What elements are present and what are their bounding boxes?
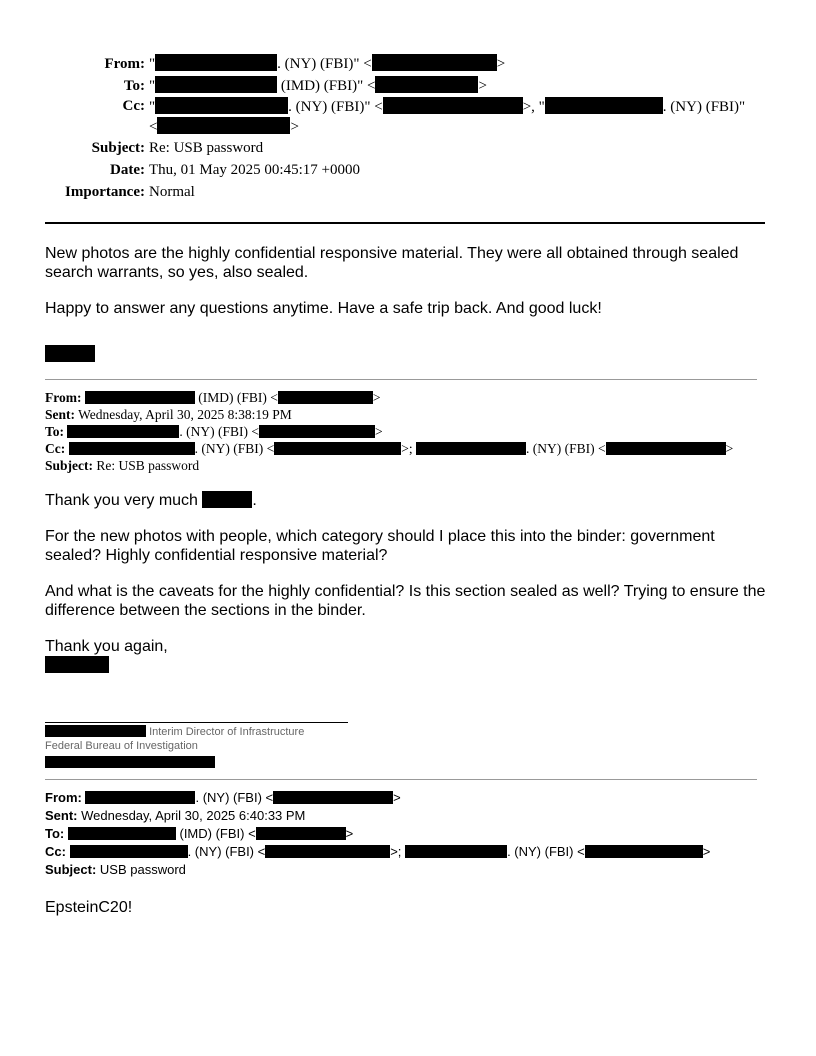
- from-label: From:: [104, 56, 145, 72]
- quoted2-sent-label: Sent:: [45, 808, 78, 823]
- quoted-cc-label: Cc:: [45, 441, 66, 456]
- quoted-header-2: [45, 789, 765, 879]
- quoted2-sent-row: [45, 807, 765, 825]
- body-paragraph: Happy to answer any questions anytime. Have a safe trip back. And good luck!: [45, 300, 602, 317]
- redaction: [155, 97, 288, 114]
- redaction: [85, 391, 195, 404]
- quoted2-from-row: From: . (NY) (FBI) < >: [45, 790, 401, 805]
- date-row: [40, 159, 780, 181]
- header-divider: [45, 222, 765, 224]
- body-paragraph: Thank you again,: [45, 638, 168, 655]
- from-value: . (NY) (FBI)" <: [277, 56, 372, 72]
- redaction: [372, 54, 497, 71]
- signature-org: Federal Bureau of Investigation: [45, 740, 198, 752]
- redaction: [256, 827, 346, 840]
- redaction: [274, 442, 401, 455]
- quote-divider: [45, 779, 757, 780]
- redaction: [45, 725, 146, 737]
- redaction: [45, 756, 215, 768]
- redaction: [155, 76, 277, 93]
- body-paragraph: For the new photos with people, which category should I place this into the binder: government sealed? Highly confidential responsive material?: [45, 528, 715, 564]
- redaction: [69, 442, 195, 455]
- thank-you-text: Thank you very much: [45, 492, 198, 509]
- quoted2-sent-value: Wednesday, April 30, 2025 6:40:33 PM: [77, 808, 306, 823]
- redaction: [202, 491, 252, 508]
- cc-label: Cc:: [122, 98, 145, 114]
- quoted2-to-value: (IMD) (FBI) <: [175, 826, 256, 841]
- body-paragraph: New photos are the highly confidential responsive material. They were all obtained through sealed search warrants, so yes, also sealed.: [45, 245, 739, 281]
- quoted2-cc-value-a: . (NY) (FBI) <: [187, 844, 266, 859]
- subject-label: Subject:: [91, 140, 145, 156]
- signature-redaction: [45, 656, 109, 673]
- email-header: [40, 53, 780, 203]
- quoted-to-value: . (NY) (FBI) <: [179, 424, 259, 439]
- signature-block: [45, 722, 304, 770]
- signature-redaction: [45, 345, 95, 362]
- quoted-from-label: From:: [45, 390, 82, 405]
- quoted-from-row: From: (IMD) (FBI) < >: [45, 390, 381, 405]
- quoted-cc-row: Cc: . (NY) (FBI) < >; . (NY) (FBI) < >: [45, 441, 734, 456]
- body-paragraph: Thank you very much .: [45, 492, 257, 509]
- quoted2-cc-label: Cc:: [45, 844, 66, 859]
- quoted2-cc-value-c: . (NY) (FBI) <: [507, 844, 585, 859]
- redaction: [606, 442, 726, 455]
- quoted-subject-label: Subject:: [45, 458, 93, 473]
- redaction: [405, 845, 507, 858]
- date-label: Date:: [110, 162, 145, 178]
- quoted-body: [45, 491, 770, 675]
- body-paragraph: And what is the caveats for the highly confidential? Is this section sealed as well? Trying to ensure the difference between the sections in the binder.: [45, 583, 766, 619]
- subject-row: [40, 137, 780, 159]
- quote-divider: [45, 379, 757, 380]
- quoted2-subject-row: [45, 861, 765, 879]
- to-value: (IMD) (FBI)" <: [277, 78, 376, 94]
- importance-label: Importance:: [65, 184, 145, 200]
- quoted2-subject-value: USB password: [96, 862, 186, 877]
- subject-value: Re: USB password: [149, 140, 264, 156]
- quoted-cc-value-c: . (NY) (FBI) <: [525, 441, 606, 456]
- redaction: [416, 442, 526, 455]
- quoted-cc-value-a: . (NY) (FBI) <: [194, 441, 275, 456]
- to-label: To:: [123, 78, 145, 94]
- quoted-sent-value: Wednesday, April 30, 2025 8:38:19 PM: [75, 407, 292, 422]
- quoted2-subject-label: Subject:: [45, 862, 97, 877]
- redaction: [155, 54, 277, 71]
- redaction: [68, 827, 176, 840]
- importance-row: [40, 181, 780, 203]
- importance-value: Normal: [149, 184, 195, 200]
- redaction: [259, 425, 375, 438]
- quoted2-cc-value-b: >;: [390, 844, 402, 859]
- quoted2-to-label: To:: [45, 826, 65, 841]
- quoted-header: [45, 389, 765, 474]
- quoted2-to-row: To: (IMD) (FBI) < >: [45, 826, 354, 841]
- quoted-body-2: EpsteinC20!: [45, 899, 133, 916]
- quoted-sent-row: [45, 406, 765, 423]
- redaction: [375, 76, 478, 93]
- quoted-to-row: To: . (NY) (FBI) < >: [45, 424, 383, 439]
- to-row: To: " (IMD) (FBI)" < >: [40, 75, 780, 97]
- quoted-to-label: To:: [45, 424, 65, 439]
- redaction: [278, 391, 373, 404]
- cc-value-c: . (NY) (FBI)": [662, 99, 746, 115]
- redaction: [70, 845, 188, 858]
- quoted2-cc-row: Cc: . (NY) (FBI) < >; . (NY) (FBI) < >: [45, 844, 711, 859]
- quoted2-from-value: . (NY) (FBI) <: [195, 790, 274, 805]
- quoted-sent-label: Sent:: [45, 407, 75, 422]
- redaction: [585, 845, 703, 858]
- message-body: [45, 244, 770, 364]
- redaction: [545, 97, 663, 114]
- redaction: [273, 791, 393, 804]
- redaction: [383, 97, 523, 114]
- cc-value-b: >, ": [522, 99, 545, 115]
- quoted-cc-value-b: >;: [401, 441, 413, 456]
- redaction: [85, 791, 195, 804]
- from-row: From: " . (NY) (FBI)" < >: [40, 53, 780, 75]
- redaction: [157, 117, 290, 134]
- quoted-subject-value: Re: USB password: [93, 458, 200, 473]
- cc-value-a: . (NY) (FBI)" <: [288, 99, 383, 115]
- date-value: Thu, 01 May 2025 00:45:17 +0000: [149, 162, 360, 178]
- signature-title: Interim Director of Infrastructure: [149, 726, 305, 738]
- redaction: [265, 845, 390, 858]
- redaction: [67, 425, 179, 438]
- cc-row: Cc: " . (NY) (FBI)" < >, " . (NY) (FBI)" < >: [40, 97, 780, 137]
- quoted-subject-row: [45, 457, 765, 474]
- quoted2-from-label: From:: [45, 790, 82, 805]
- quoted-from-value: (IMD) (FBI) <: [194, 390, 278, 405]
